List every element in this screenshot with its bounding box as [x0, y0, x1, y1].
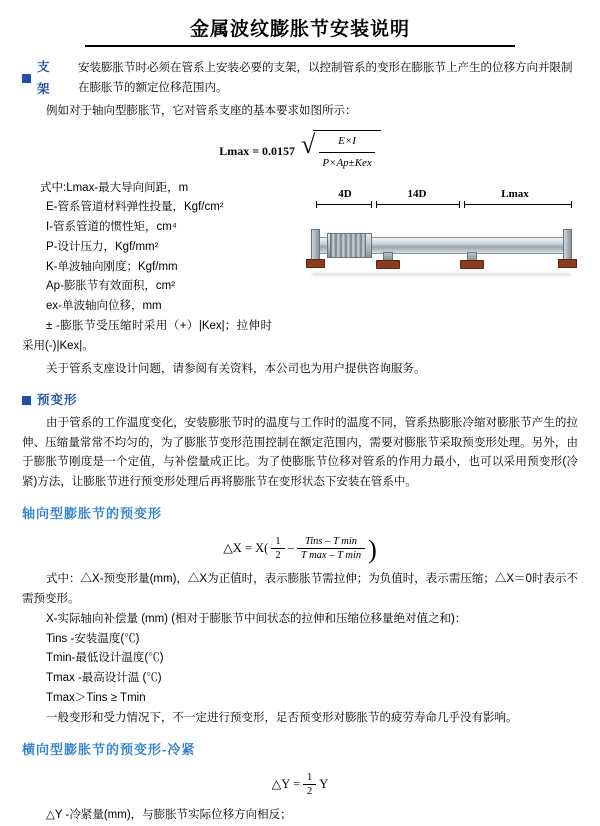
subsection-heading-lateral: 横向型膨胀节的预变形-冷紧 — [22, 741, 196, 757]
axial-line: Tmin-最低设计温度(℃) — [46, 652, 164, 665]
half-numerator: 1 — [303, 771, 316, 785]
equation-axial-predeformation — [22, 535, 578, 565]
equation-lateral-rhs: Y — [319, 776, 329, 791]
ratio-denominator: T max – T min — [300, 550, 362, 562]
section1-para2: 例如对于轴向型膨胀节，它对管系支座的基本要求如图所示： — [46, 105, 357, 117]
definition-item: 式中:Lmax-最大导向间距，m — [40, 181, 189, 194]
formula-lmax-sqrt — [301, 130, 381, 173]
section1-para1: 安装膨胀节时必须在管系上安装必要的支架，以控制管系的变形在膨胀节上产生的位移方向并限制在膨胀节的额定位移范围内。 — [77, 61, 573, 94]
equation-axial-ratio — [297, 535, 365, 562]
support-base — [376, 260, 400, 269]
anchor-support-left — [308, 229, 321, 269]
axial-line: X-实际轴向补偿量 (mm) (相对于膨胀节中间状态的拉伸和压缩位移量绝对值之和)： — [46, 612, 467, 625]
definition-item: ± -膨胀节受压缩时采用（+）|Kex|；拉伸时采用(-)|Kex|。 — [22, 319, 272, 352]
equation-lateral-half — [303, 771, 316, 798]
definition-item: E-管系管道材料弹性投量，Kgf/cm² — [46, 201, 224, 214]
formula-lmax — [22, 130, 578, 173]
section-heading-support — [22, 57, 578, 100]
page-title: 金属波纹膨胀节安装说明 — [189, 19, 410, 40]
axial-line: Tins -安装温度(℃) — [46, 632, 140, 645]
anchor-post — [563, 229, 572, 262]
half-numerator: 1 — [271, 535, 284, 549]
definition-item: Ap-膨胀节有效面积，cm² — [46, 280, 176, 293]
pipe-assembly — [308, 215, 574, 285]
definition-item: I-管系管道的惯性矩，cm⁴ — [46, 221, 177, 234]
document-content — [0, 57, 600, 826]
half-denominator: 2 — [275, 550, 281, 562]
bullet-square-icon — [22, 396, 31, 405]
definition-item: P-设计压力，Kgf/mm² — [46, 240, 159, 253]
section1-para3: 关于管系支座设计问题，请参阅有关资料，本公司也为用户提供咨询服务。 — [46, 363, 426, 376]
equation-lateral-coldspring — [22, 771, 578, 798]
dimension-rule-4d — [316, 204, 372, 205]
section-heading-predeformation — [22, 390, 578, 412]
definition-list — [22, 179, 272, 357]
definition-item: K-单波轴向刚度；Kgf/mm — [46, 260, 178, 273]
support-base — [460, 260, 484, 269]
equation-lateral-lhs: △Y = — [271, 776, 301, 791]
formula-lmax-denominator: P×Ap±Kex — [322, 156, 372, 169]
lateral-line: △Y -冷紧量(mm)，与膨胀节实际位移方向相反； — [46, 809, 292, 822]
definition-item: ex-单波轴向位移，mm — [46, 300, 162, 313]
title-underline — [85, 45, 515, 47]
axial-line: Tmax -最高设计温 (℃) — [46, 672, 162, 685]
bellows-expansion-joint — [330, 233, 368, 258]
dimension-rule-14d — [376, 204, 460, 205]
dimension-rule-lmax — [464, 204, 572, 205]
ratio-numerator: Tins – T min — [297, 535, 365, 549]
diagram-label-lmax: Lmax — [501, 187, 529, 200]
diagram-label-4d: 4D — [338, 187, 352, 200]
guide-support-1 — [376, 252, 398, 268]
half-denominator: 2 — [307, 786, 313, 798]
bullet-square-icon — [22, 74, 31, 83]
anchor-foot — [306, 259, 325, 268]
anchor-support-right — [560, 229, 573, 269]
document-page — [0, 14, 600, 822]
section2-para1: 由于管系的工作温度变化，安装膨胀节时的温度与工作时的温度不同，管系热膨胀冷缩对膨胀节产生的拉伸、压缩量常常不均匀的，为了膨胀节变形范围控制在额定范围内，需要对膨胀节采取预变形处理。另外，由于膨胀节刚度是一个定值，与补偿量成正比。为了使膨胀节位移对管系的作用力最小，也可以采用预变形(冷紧)方法，让膨胀节进行预变形处理后再将膨胀节在变形状态下安装在管系中。 — [22, 416, 578, 489]
formula-lmax-lhs: Lmax = 0.0157 — [219, 143, 296, 158]
definitions-and-diagram — [22, 179, 578, 357]
formula-lmax-numerator: E×I — [319, 132, 375, 153]
equation-axial-rhs: ) — [368, 535, 377, 565]
axial-definition-list — [22, 570, 578, 728]
subsection-heading-axial: 轴向型膨胀节的预变形 — [22, 505, 163, 521]
diagram-label-14d: 14D — [407, 187, 427, 200]
anchor-post — [311, 229, 320, 262]
anchor-foot — [558, 259, 577, 268]
bellow-cap-right — [365, 233, 372, 258]
axial-line: Tmax＞Tins ≥ Tmin — [46, 692, 146, 704]
diagram-shadow — [312, 273, 570, 276]
axial-line: 式中：△X-预变形量(mm)，△X为正值时，表示膨胀节需拉伸；为负值时，表示需压缩；△X＝0时表示不需预变形。 — [22, 573, 578, 606]
pipe-support-diagram — [302, 185, 578, 301]
section-heading-predeformation-label: 预变形 — [37, 393, 78, 408]
axial-line: 一般变形和受力情况下，不一定进行预变形，足否预变形对膨胀节的疲劳寿命几乎没有影响。 — [46, 711, 518, 724]
section-heading-support-label: 支架 — [37, 60, 51, 96]
guide-support-2 — [460, 252, 482, 268]
equation-axial-lhs: △X = X( — [223, 541, 269, 556]
equation-axial-minus: – — [287, 541, 294, 556]
diagram-dimension-rules — [316, 201, 574, 207]
equation-axial-half — [271, 535, 284, 562]
radical-icon: √ — [301, 129, 316, 159]
